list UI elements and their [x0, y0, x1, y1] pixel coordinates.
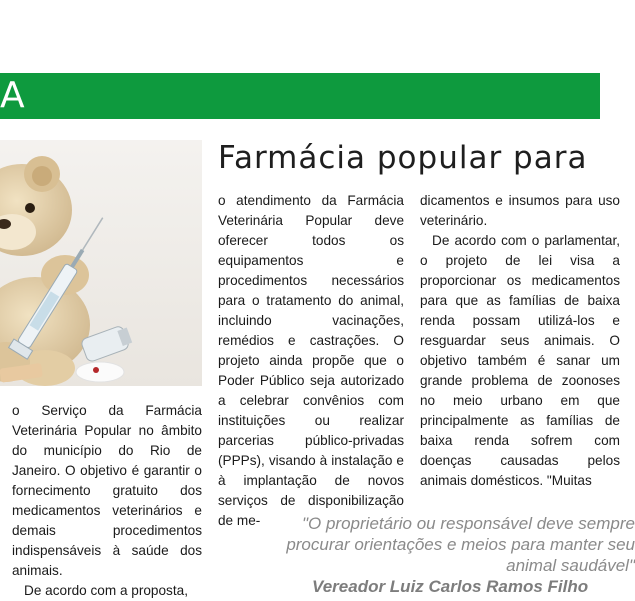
pull-quote-line-2: procurar orientações e meios para manter seu: [286, 535, 635, 554]
article-column-2: [218, 191, 404, 531]
pull-quote-author: Vereador Luiz Carlos Ramos Filho: [312, 577, 589, 596]
pull-quote: [215, 513, 635, 576]
teddy-bear-syringe-photo: [0, 140, 202, 386]
column-3-paragraph-2: De acordo com o parlamentar, o projeto de lei visa a proporcionar os medicamentos para que as famílias de baixa renda possam utilizá-los e resguardar seus animais. O objetivo também é sanar um grande problema de zoonoses no meio urbano em que principalmente as famílias de baixa renda sofrem com doenças causadas pelos animais domésticos. "Muitas: [420, 233, 620, 488]
article-column-3: [420, 191, 620, 491]
article-headline: Farmácia popular para: [218, 140, 588, 176]
photo-illustration: [0, 140, 202, 386]
column-1-paragraph-2: De acordo com a proposta,: [24, 583, 188, 598]
section-banner: [0, 73, 600, 119]
column-3-paragraph-1: dicamentos e insumos para uso veterinário.: [420, 193, 620, 228]
section-letter: A: [0, 75, 26, 116]
pull-quote-line-3: animal saudável": [506, 556, 635, 575]
column-1-paragraph-1: o Serviço da Farmácia Veterinária Popular no âmbito do município do Rio de Janeiro. O objetivo é garantir o fornecimento gratuito dos medicamentos veterinários e demais procedimentos indispensáveis à saúde dos animais.: [12, 403, 202, 578]
pull-quote-line-1: "O proprietário ou responsável deve sempre: [302, 514, 635, 533]
article-column-1: [12, 401, 202, 601]
column-2-paragraph-1: o atendimento da Farmácia Veterinária Popular deve oferecer todos os equipamentos e procedimentos necessários para o tratamento do animal, incluindo vacinações, remédios e castrações. O projeto ainda propõe que o Poder Público seja autorizado a celebrar convênios com instituições ou realizar parcerias público-privadas (PPPs), visando à instalação e à implantação de novos serviços de disponibilização de me-: [218, 193, 404, 528]
